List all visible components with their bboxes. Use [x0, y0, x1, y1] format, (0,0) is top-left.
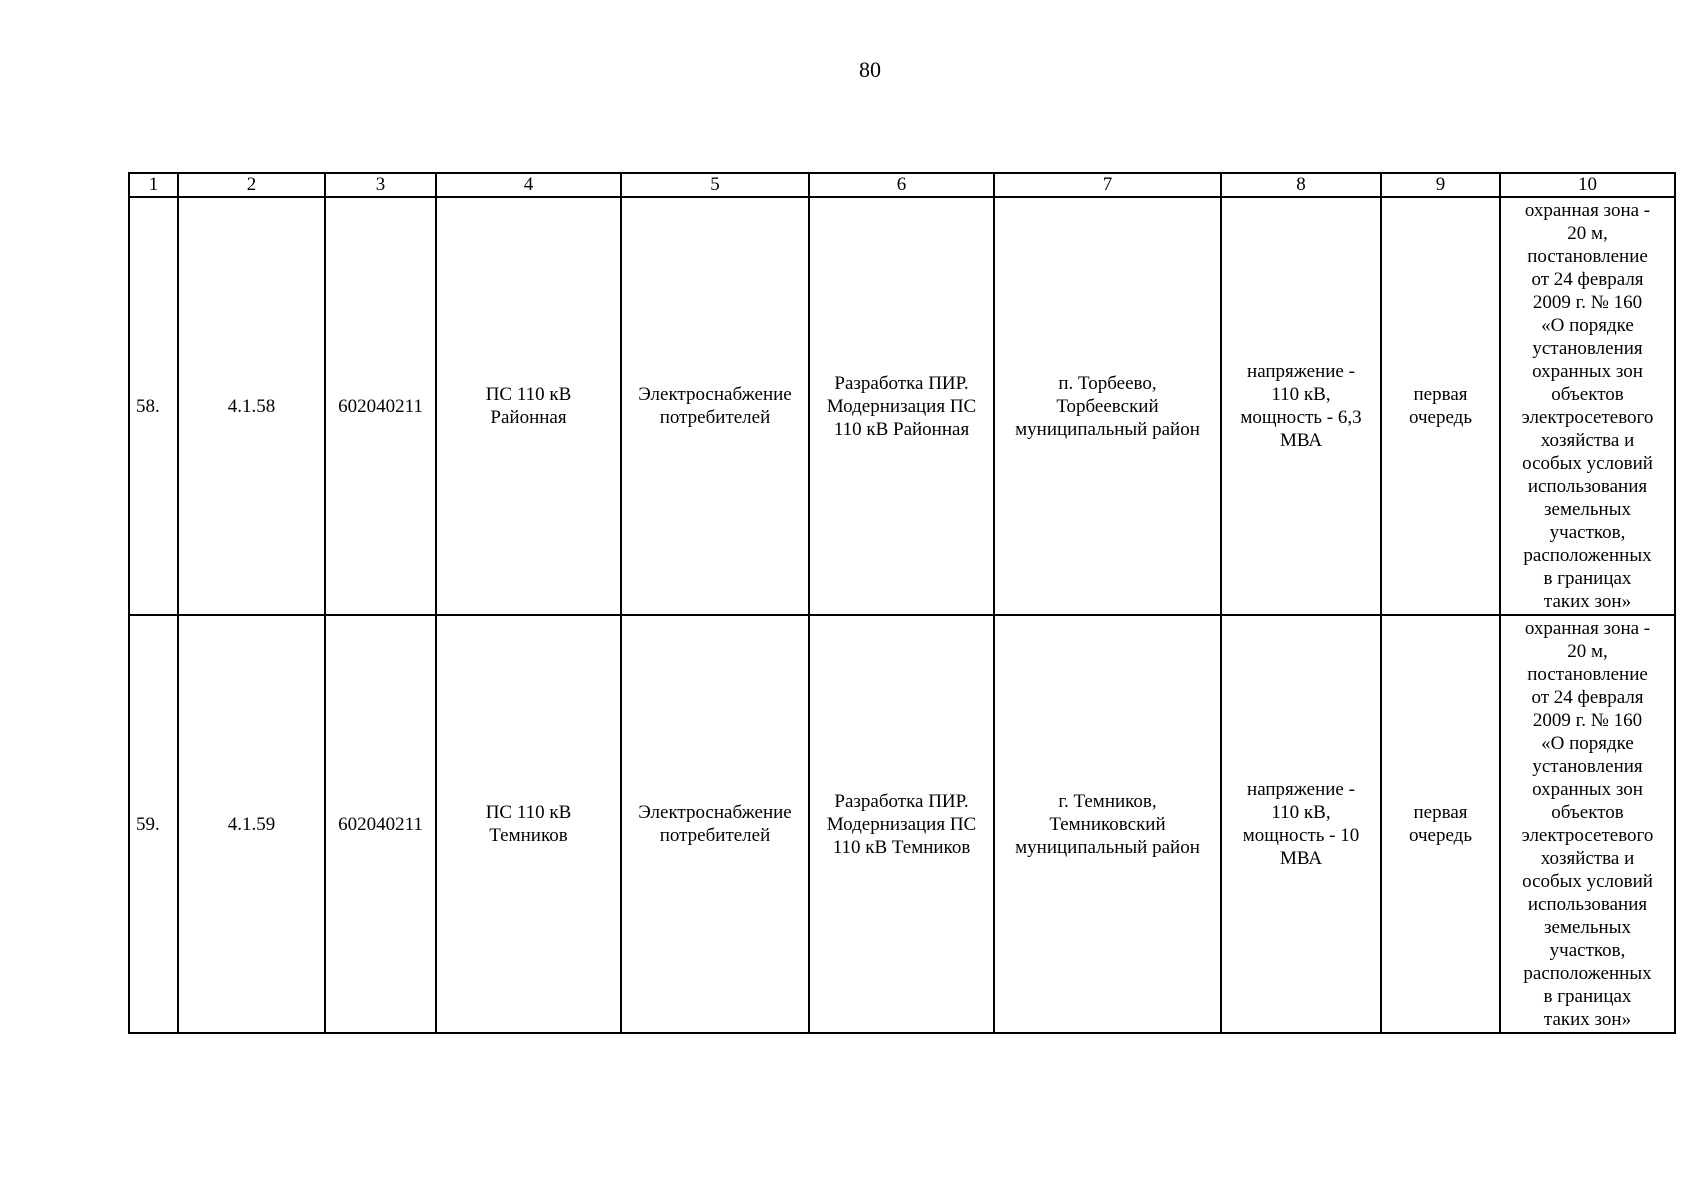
table-row: [129, 615, 1675, 1033]
code-cell: 4.1.58: [178, 197, 325, 615]
column-header-4: 4: [436, 173, 621, 197]
column-header-1: 1: [129, 173, 178, 197]
row-number-cell: 59.: [129, 615, 178, 1033]
column-header-10: 10: [1500, 173, 1675, 197]
column-header-6: 6: [809, 173, 994, 197]
id-cell: 602040211: [325, 197, 436, 615]
purpose-cell: Электроснабжение потребителей: [621, 197, 809, 615]
code-cell: 4.1.59: [178, 615, 325, 1033]
purpose-cell: Электроснабжение потребителей: [621, 615, 809, 1033]
table-row: [129, 197, 1675, 615]
document-table: [128, 172, 1676, 1034]
location-cell: г. Темников, Темниковский муниципальный район: [994, 615, 1221, 1033]
id-cell: 602040211: [325, 615, 436, 1033]
parameters-cell: напряжение - 110 кВ, мощность - 6,3 МВА: [1221, 197, 1381, 615]
object-cell: ПС 110 кВ Темников: [436, 615, 621, 1033]
protection-zone-cell: охранная зона - 20 м, постановление от 24 февраля 2009 г. № 160 «О порядке установления охранных зон объектов электросетевого хозяйства и особых условий использования земельных участков, расположенных в границах таких зон»: [1500, 197, 1675, 615]
column-header-5: 5: [621, 173, 809, 197]
object-cell: ПС 110 кВ Районная: [436, 197, 621, 615]
work-cell: Разработка ПИР. Модернизация ПС 110 кВ Темников: [809, 615, 994, 1033]
row-number-cell: 58.: [129, 197, 178, 615]
column-header-3: 3: [325, 173, 436, 197]
parameters-cell: напряжение - 110 кВ, мощность - 10 МВА: [1221, 615, 1381, 1033]
page-number: 80: [859, 57, 881, 82]
work-cell: Разработка ПИР. Модернизация ПС 110 кВ Районная: [809, 197, 994, 615]
column-header-9: 9: [1381, 173, 1500, 197]
header-row: [129, 173, 1675, 197]
stage-cell: первая очередь: [1381, 197, 1500, 615]
location-cell: п. Торбеево, Торбеевский муниципальный район: [994, 197, 1221, 615]
table-body: [129, 197, 1675, 1033]
column-header-7: 7: [994, 173, 1221, 197]
column-header-2: 2: [178, 173, 325, 197]
table-header: [129, 173, 1675, 197]
column-header-8: 8: [1221, 173, 1381, 197]
stage-cell: первая очередь: [1381, 615, 1500, 1033]
protection-zone-cell: охранная зона - 20 м, постановление от 24 февраля 2009 г. № 160 «О порядке установления охранных зон объектов электросетевого хозяйства и особых условий использования земельных участков, расположенных в границах таких зон»: [1500, 615, 1675, 1033]
